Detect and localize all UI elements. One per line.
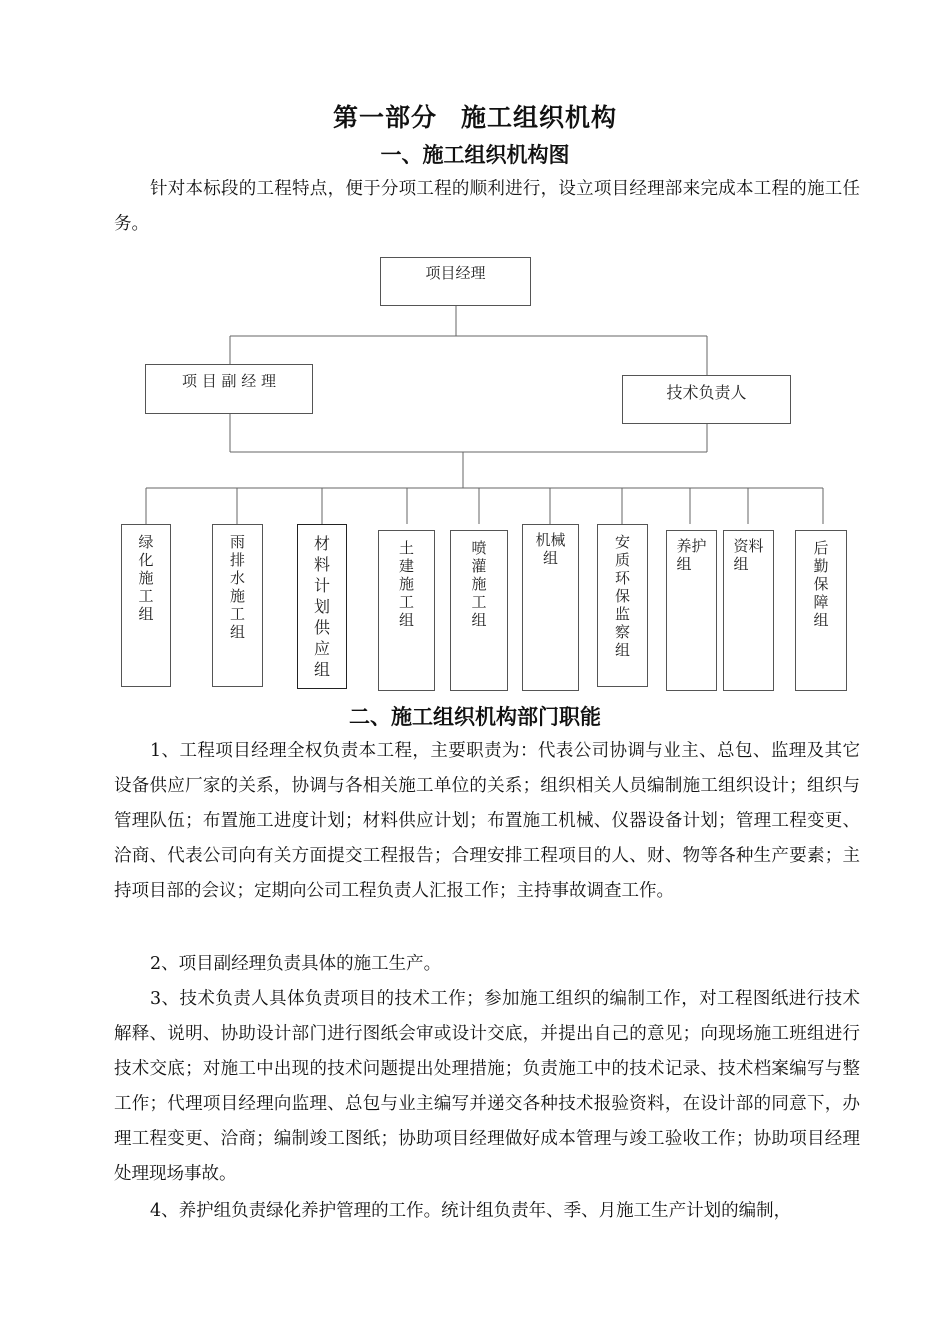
org-label-technical-lead: 技术负责人 <box>666 383 747 402</box>
section2-heading: 二、施工组织机构部门职能 <box>349 705 601 729</box>
org-group-safety-quality-env <box>597 524 648 687</box>
org-label-project-manager: 项目经理 <box>425 264 486 282</box>
org-box-deputy-manager <box>145 364 313 414</box>
section2-paragraph-3: 3、技术负责人具体负责项目的技术工作；参加施工组织的编制工作，对工程图纸进行技术解释、说明、协助设计部门进行图纸会审或设计交底，并提出自己的意见；向现场施工班组进行技术交底；对施工中出现的技术问题提出处理措施；负责施工中的技术记录、技术档案编写与整工作；代理项目经理向监理、总包与业主编写并递交各种技术报验资料，在设计部的同意下，办理工程变更、洽商；编制竣工图纸；协助项目经理做好成本管理与竣工验收工作；协助项目经理处理现场事故。 <box>114 989 860 1184</box>
org-group-materials <box>297 524 347 689</box>
org-group-maintenance <box>666 530 717 691</box>
org-group-logistics <box>795 530 847 691</box>
org-group-label: 土建施工组 <box>398 539 414 629</box>
org-group-label: 机械组 <box>535 531 566 567</box>
org-group-greening <box>121 524 171 687</box>
section2-paragraph-1: 1、工程项目经理全权负责本工程，主要职责为：代表公司协调与业主、总包、监理及其它设备供应厂家的关系，协调与各相关施工单位的关系；组织相关人员编制施工组织设计；组织与管理队伍；布置施工进度计划；材料供应计划；布置施工机械、仪器设备计划；管理工程变更、洽商、代表公司向有关方面提交工程报告；合理安排工程项目的人、财、物等各种生产要素；主持项目部的会议；定期向公司工程负责人汇报工作；主持事故调查工作。 <box>114 741 860 901</box>
org-group-civil <box>378 530 435 691</box>
org-group-label: 绿化施工组 <box>138 533 154 623</box>
org-group-label: 资料组 <box>733 537 764 573</box>
org-box-project-manager <box>380 257 531 306</box>
org-group-label: 材料计划供应组 <box>314 534 331 679</box>
section1-intro: 针对本标段的工程特点，便于分项工程的顺利进行，设立项目经理部来完成本工程的施工任务。 <box>114 179 860 234</box>
title-name: 施工组织机构 <box>461 103 618 132</box>
org-group-label: 雨排水施工组 <box>229 533 245 641</box>
org-group-rain-drainage <box>212 524 263 687</box>
org-label-deputy-manager: 项 目 副 经 理 <box>181 372 277 390</box>
org-group-label: 后勤保障组 <box>813 539 829 629</box>
section1-heading: 一、施工组织机构图 <box>380 143 570 167</box>
org-group-machinery <box>522 524 579 691</box>
title-part: 第一部分 <box>332 103 437 132</box>
org-group-label: 养护组 <box>676 537 707 573</box>
org-group-label: 安质环保监察组 <box>614 533 630 659</box>
section2-paragraph-4: 4、养护组负责绿化养护管理的工作。统计组负责年、季、月施工生产计划的编制， <box>150 1201 792 1221</box>
org-box-technical-lead <box>622 375 791 424</box>
section2-paragraph-2: 2、项目副经理负责具体的施工生产。 <box>150 954 442 974</box>
org-group-label: 喷灌施工组 <box>471 539 487 629</box>
org-group-documents <box>723 530 774 691</box>
org-group-irrigation <box>450 530 508 691</box>
